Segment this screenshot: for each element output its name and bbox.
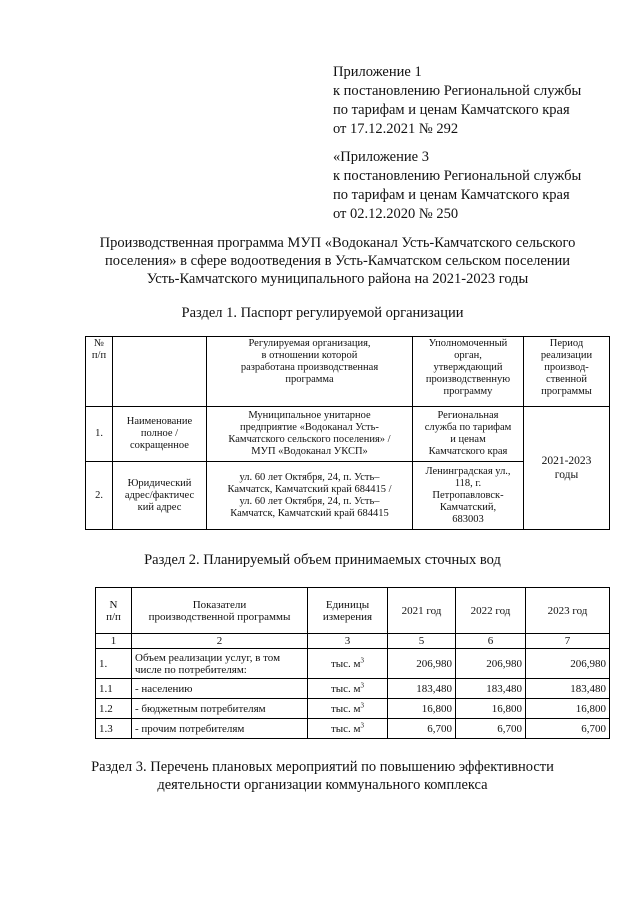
column-number: 3: [308, 634, 388, 649]
annex-1-line: от 17.12.2021 № 292: [333, 121, 459, 137]
value-2023: 16,800: [526, 699, 610, 719]
cell-text: 683003: [452, 513, 484, 525]
annex-1-line: Приложение 1: [333, 64, 422, 80]
cell-text: 118, г.: [454, 477, 482, 489]
row-number: 1.: [86, 407, 113, 462]
header-text: Период: [549, 338, 584, 349]
annex-1-line: по тарифам и ценам Камчатского края: [333, 102, 570, 118]
annex-1-block: [333, 63, 581, 139]
value-2023: 206,980: [526, 649, 610, 679]
wastewater-volume-table: [95, 587, 610, 739]
header-empty: [113, 337, 207, 407]
section-3-title-line: деятельности организации коммунального комплекса: [157, 777, 488, 793]
column-number-row: [96, 634, 610, 649]
annex-3-line: «Приложение 3: [333, 149, 429, 165]
table-row: [86, 407, 610, 462]
header-year-2021: 2021 год: [388, 588, 456, 634]
cell-text: Камчатск, Камчатский край 684415 /: [227, 483, 392, 495]
value-2022: 6,700: [456, 719, 526, 739]
header-num: [86, 337, 113, 407]
table-header-row: [96, 588, 610, 634]
cell-text: Наименование: [126, 416, 193, 427]
organization-passport-table: [85, 336, 610, 530]
header-text: измерения: [322, 610, 373, 623]
cell-text: числе по потребителям:: [135, 663, 247, 676]
table-row: [96, 699, 610, 719]
header-text: в отношении которой: [261, 350, 358, 361]
header-text: производственную: [425, 374, 511, 385]
cell-text: Камчатский,: [439, 501, 497, 513]
annex-1-line: к постановлению Региональной службы: [333, 83, 582, 99]
title-line: Усть-Камчатского муниципального района на 2021-2023 годы: [146, 271, 529, 287]
header-num: [96, 588, 132, 634]
unit-cell: [308, 679, 388, 699]
value-2021: 183,480: [388, 679, 456, 699]
value-2021: 206,980: [388, 649, 456, 679]
column-number: 7: [526, 634, 610, 649]
title-line: поселения» в сфере водоотведения в Усть-Камчатском сельском поселении: [104, 253, 571, 269]
unit-superscript: 3: [360, 720, 365, 729]
row-label: [113, 462, 207, 530]
header-text: программа: [285, 374, 334, 385]
indicator-name: - населению: [132, 679, 308, 699]
unit-text: тыс. м: [330, 682, 361, 695]
value-2021: 16,800: [388, 699, 456, 719]
header-year-2022: 2022 год: [456, 588, 526, 634]
header-period: [524, 337, 610, 407]
header-organization: [207, 337, 413, 407]
header-text: программу: [443, 386, 493, 397]
indicator-name: - бюджетным потребителям: [132, 699, 308, 719]
column-number: 5: [388, 634, 456, 649]
header-text: ственной: [546, 374, 587, 385]
section-3-title: [40, 758, 605, 794]
column-number: 1: [96, 634, 132, 649]
unit-text: тыс. м: [330, 702, 361, 715]
cell-text: адрес/фактичес: [124, 489, 195, 501]
section-2-title: Раздел 2. Планируемый объем принимаемых сточных вод: [144, 552, 501, 568]
implementation-period: [524, 407, 610, 530]
table-row: [96, 719, 610, 739]
header-text: разработана производственная: [240, 362, 379, 373]
table-row: [96, 679, 610, 699]
value-2023: 183,480: [526, 679, 610, 699]
cell-text: Камчатск, Камчатский край 684415: [230, 507, 389, 519]
header-year-2023: 2023 год: [526, 588, 610, 634]
header-text: N: [109, 598, 118, 611]
cell-text: МУП «Водоканал УКСП»: [251, 446, 368, 457]
row-number: 1.: [96, 649, 132, 679]
cell-text: Камчатского края: [428, 446, 508, 457]
header-text: п/п: [106, 610, 121, 623]
organization-name: [207, 407, 413, 462]
header-text: п/п: [91, 350, 107, 361]
header-text: Регулируемая организация,: [248, 338, 371, 349]
indicator-name: [132, 649, 308, 679]
cell-text: годы: [554, 469, 579, 481]
unit-superscript: 3: [360, 655, 365, 664]
authority-address: [413, 462, 524, 530]
cell-text: предприятие «Водоканал Усть-: [240, 422, 379, 433]
header-text: Единицы: [325, 598, 370, 611]
header-text: программы: [541, 386, 592, 397]
document-title: [60, 234, 615, 288]
unit-cell: [308, 719, 388, 739]
unit-cell: [308, 699, 388, 719]
row-label: [113, 407, 207, 462]
cell-text: Региональная: [437, 410, 499, 421]
annex-3-block: [333, 148, 581, 224]
annex-3-line: по тарифам и ценам Камчатского края: [333, 187, 570, 203]
row-number: 1.1: [96, 679, 132, 699]
cell-text: служба по тарифам: [424, 422, 512, 433]
header-text: производ-: [544, 362, 589, 373]
cell-text: Объем реализации услуг, в том: [135, 651, 281, 664]
header-units: [308, 588, 388, 634]
cell-text: Ленинградская ул.,: [425, 465, 511, 477]
table-row: [96, 649, 610, 679]
column-number: 2: [132, 634, 308, 649]
row-number: 1.2: [96, 699, 132, 719]
value-2022: 206,980: [456, 649, 526, 679]
unit-text: тыс. м: [330, 657, 361, 670]
header-text: реализации: [540, 350, 593, 361]
title-line: Производственная программа МУП «Водоканал Усть-Камчатского сельского: [99, 235, 576, 251]
cell-text: ул. 60 лет Октября, 24, п. Усть–: [239, 495, 380, 507]
row-number: 2.: [86, 462, 113, 530]
section-1-title: Раздел 1. Паспорт регулируемой организации: [181, 305, 464, 321]
value-2021: 6,700: [388, 719, 456, 739]
cell-text: ул. 60 лет Октября, 24, п. Усть–: [239, 471, 380, 483]
indicator-name: - прочим потребителям: [132, 719, 308, 739]
cell-text: 2021-2023: [541, 455, 592, 467]
header-text: орган,: [454, 350, 482, 361]
cell-text: Муниципальное унитарное: [248, 410, 371, 421]
cell-text: кий адрес: [137, 501, 182, 513]
unit-superscript: 3: [360, 680, 365, 689]
value-2022: 183,480: [456, 679, 526, 699]
header-indicator: [132, 588, 308, 634]
annex-3-line: к постановлению Региональной службы: [333, 168, 582, 184]
organization-address: [207, 462, 413, 530]
cell-text: и ценам: [450, 434, 486, 445]
cell-text: полное /: [140, 428, 179, 439]
cell-text: Юридический: [127, 477, 192, 489]
header-text: утверждающий: [433, 362, 503, 373]
header-text: Уполномоченный: [428, 338, 508, 349]
cell-text: Петропавловск-: [432, 489, 504, 501]
cell-text: сокращенное: [130, 440, 189, 451]
header-text: №: [93, 338, 105, 349]
column-number: 6: [456, 634, 526, 649]
annex-3-line: от 02.12.2020 № 250: [333, 206, 459, 222]
value-2023: 6,700: [526, 719, 610, 739]
value-2022: 16,800: [456, 699, 526, 719]
header-text: производственной программы: [148, 610, 291, 623]
unit-text: тыс. м: [330, 722, 361, 735]
unit-superscript: 3: [360, 700, 365, 709]
authority-name: [413, 407, 524, 462]
section-3-title-line: Раздел 3. Перечень плановых мероприятий по повышению эффективности: [91, 759, 554, 775]
header-authority: [413, 337, 524, 407]
row-number: 1.3: [96, 719, 132, 739]
cell-text: Камчатского сельского поселения» /: [228, 434, 391, 445]
table-header-row: [86, 337, 610, 407]
header-text: Показатели: [192, 598, 247, 611]
unit-cell: [308, 649, 388, 679]
